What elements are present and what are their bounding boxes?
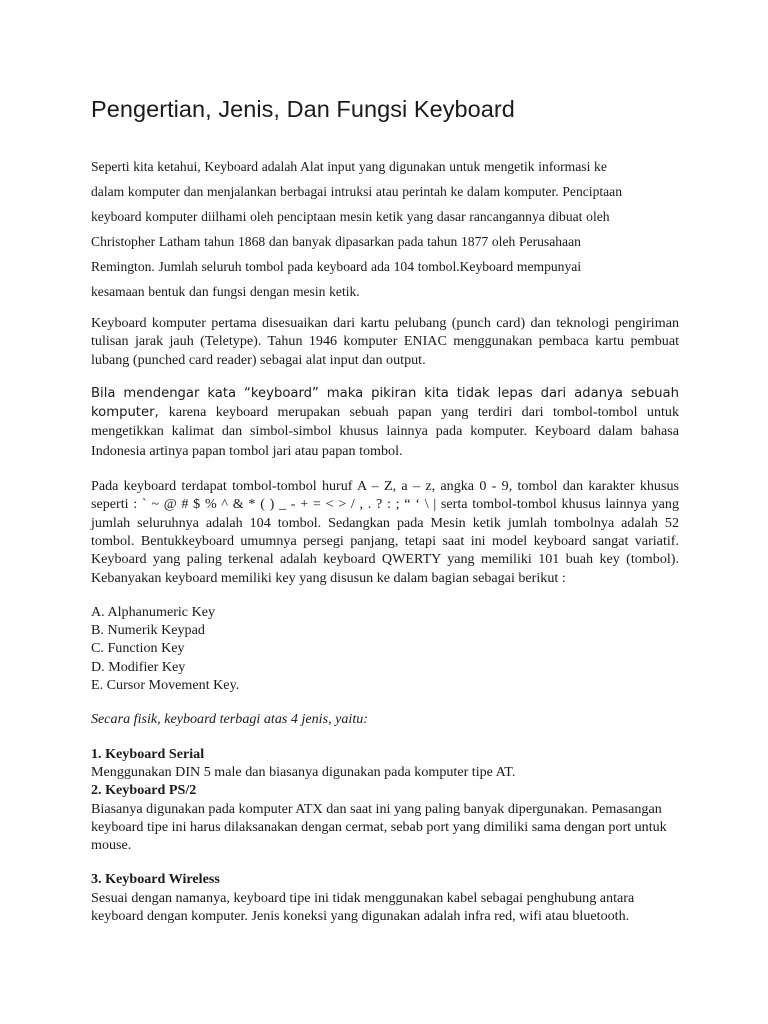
types-intro: Secara fisik, keyboard terbagi atas 4 jenis, yaitu: (91, 711, 368, 728)
type-wireless (91, 870, 679, 925)
paragraph-definition (91, 385, 679, 461)
type-description: Biasanya digunakan pada komputer ATX dan saat ini yang paling banyak dipergunakan. Pemasangan keyboard tipe ini harus dilaksanakan dengan cermat, sebab port yang dimiliki sama dengan port untuk mouse. (91, 800, 667, 854)
intro-line: kesamaan bentuk dan fungsi dengan mesin ketik. (91, 284, 360, 299)
type-ps2 (91, 781, 679, 854)
paragraph-history: Keyboard komputer pertama disesuaikan dari kartu pelubang (punch card) dan teknologi pengiriman tulisan jarak jauh (Teletype). Tahun 1946 komputer ENIAC menggunakan pembaca kartu pembuat lubang (punched card reader) sebagai alat input dan output. (91, 315, 679, 368)
type-description: Menggunakan DIN 5 male dan biasanya digunakan pada komputer tipe AT. (91, 763, 516, 780)
list-item: B. Numerik Keypad (91, 622, 205, 639)
intro-line: keyboard komputer diilhami oleh penciptaan mesin ketik yang dasar rancangannya dibuat oleh (91, 209, 610, 224)
type-heading: 1. Keyboard Serial (91, 745, 205, 762)
type-serial (91, 745, 679, 782)
intro-paragraph (91, 154, 681, 304)
page-title: Pengertian, Jenis, Dan Fungsi Keyboard (91, 96, 515, 122)
paragraph-keys: Pada keyboard terdapat tombol-tombol huruf A – Z, a – z, angka 0 - 9, tombol dan karakter khusus seperti : ` ~ @ # $ % ^ & * ( ) _ - + = < > / , . ? : ; “ ‘ \ | serta tombol-tombol khusus lainnya yang jumlah seluruhnya adalah 104 tombol. Sedangkan pada Mesin ketik jumlah tombolnya adalah 52 tombol. Bentukkeyboard umumnya persegi panjang, tetapi saat ini model keyboard sangat variatif. Keyboard yang paling terkenal adalah keyboard QWERTY yang memiliki 101 buah key (tombol). Kebanyakan keyboard memiliki key yang disusun ke dalam bagian sebagai berikut : (91, 478, 679, 586)
paragraph-definition-first-line: Bila mendengar kata “keyboard” maka pikiran kita tidak lepas dari adanya sebuah komputer, (91, 385, 679, 421)
type-description: Sesuai dengan namanya, keyboard tipe ini tidak menggunakan kabel sebagai penghubung antara keyboard dengan komputer. Jenis koneksi yang digunakan adalah infra red, wifi atau bluetooth. (91, 889, 635, 925)
article-body (91, 314, 679, 941)
intro-line: Christopher Latham tahun 1868 dan banyak dipasarkan pada tahun 1877 oleh Perusahaan (91, 234, 581, 249)
intro-line: Remington. Jumlah seluruh tombol pada keyboard ada 104 tombol.Keyboard mempunyai (91, 259, 582, 274)
list-item: C. Function Key (91, 640, 185, 657)
key-group-list (91, 603, 679, 694)
list-item: E. Cursor Movement Key. (91, 677, 240, 694)
list-item: A. Alphanumeric Key (91, 603, 216, 620)
type-heading: 3. Keyboard Wireless (91, 871, 220, 888)
intro-line: dalam komputer dan menjalankan berbagai intruksi atau perintah ke dalam komputer. Penciptaan (91, 184, 623, 199)
type-heading: 2. Keyboard PS/2 (91, 782, 197, 799)
intro-line: Seperti kita ketahui, Keyboard adalah Alat input yang digunakan untuk mengetik informasi ke (91, 159, 607, 174)
paragraph-definition-rest: karena keyboard merupakan sebuah papan yang terdiri dari tombol-tombol untuk mengetikkan kalimat dan simbol-simbol khusus lainnya pada komputer. Keyboard dalam bahasa Indonesia artinya papan tombol jari atau papan tombol. (91, 404, 679, 459)
list-item: D. Modifier Key (91, 658, 186, 675)
